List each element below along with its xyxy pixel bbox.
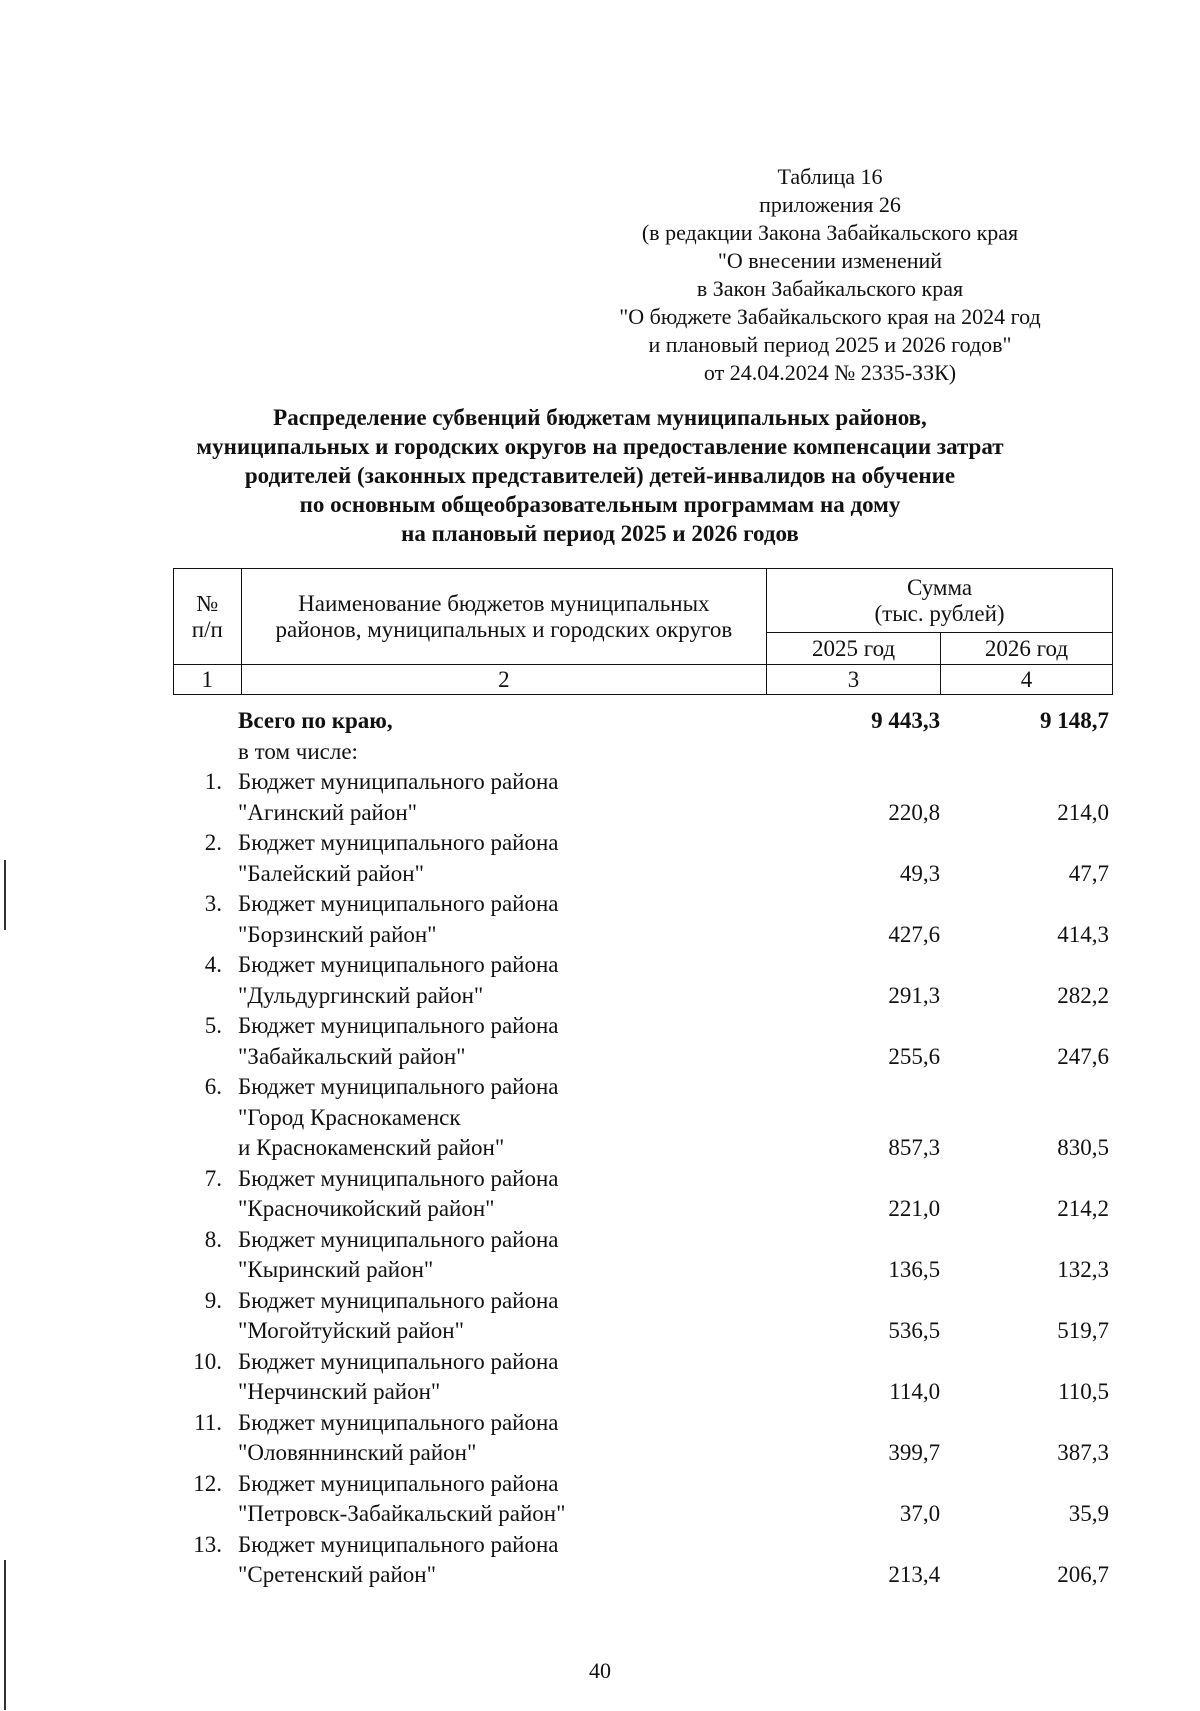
row-value-2026: 214,2 xyxy=(1057,1196,1109,1221)
table-header xyxy=(173,568,1113,695)
table-row xyxy=(173,889,1113,950)
total-subrow xyxy=(173,737,1113,768)
column-header-number xyxy=(174,569,242,665)
row-name-line: "Нерчинский район" xyxy=(238,1379,441,1404)
total-label: Всего по краю, xyxy=(238,708,393,733)
row-name xyxy=(234,1225,773,1286)
row-name-line: "Кыринский район" xyxy=(238,1257,434,1282)
row-name-line: Бюджет муниципального района xyxy=(238,1470,559,1496)
row-value-2026: 214,0 xyxy=(1057,799,1109,825)
column-header-sum xyxy=(767,569,1113,633)
row-value-2025: 857,3 xyxy=(888,1135,941,1160)
row-name xyxy=(234,1469,773,1530)
row-name xyxy=(234,1408,773,1469)
column-header-2026: 2026 год xyxy=(941,633,1113,665)
row-name xyxy=(234,950,773,1011)
row-value-2025: 427,6 xyxy=(888,921,941,947)
header-line: приложения 26 xyxy=(759,192,901,217)
row-value-2026: 830,5 xyxy=(1057,1135,1109,1160)
row-name xyxy=(234,1072,773,1164)
row-name xyxy=(234,889,773,950)
row-name-line: "Оловяннинский район" xyxy=(238,1440,477,1465)
row-name-line: Бюджет муниципального района xyxy=(238,1226,559,1252)
row-name-line: и Краснокаменский район" xyxy=(238,1135,505,1160)
row-name-line: Бюджет муниципального района xyxy=(238,1074,559,1099)
row-value-2026: 35,9 xyxy=(1068,1501,1109,1526)
row-value-2025: 220,8 xyxy=(888,799,941,825)
row-number: 7. xyxy=(204,1165,223,1191)
row-number: 4. xyxy=(204,952,223,977)
row-name-line: Бюджет муниципального района xyxy=(238,1287,559,1313)
row-name-line: "Сретенский район" xyxy=(238,1562,437,1587)
table-row xyxy=(173,950,1113,1011)
row-name-line: Бюджет муниципального района xyxy=(238,952,559,977)
total-sublabel: в том числе: xyxy=(238,738,358,764)
row-name xyxy=(234,1164,773,1225)
page-number: 40 xyxy=(589,1658,611,1683)
row-number: 10. xyxy=(193,1348,223,1374)
table-row xyxy=(173,1225,1113,1286)
row-number: 5. xyxy=(204,1013,223,1038)
row-number: 12. xyxy=(193,1470,223,1496)
table-body xyxy=(173,706,1113,1591)
title-line: на плановый период 2025 и 2026 годов xyxy=(401,521,799,546)
row-name-line: "Петровск-Забайкальский район" xyxy=(238,1501,566,1526)
column-header-name-text: Наименование бюджетов муниципальных районов, муниципальных и городских округов xyxy=(275,590,733,642)
table-row xyxy=(173,1469,1113,1530)
column-index: 2 xyxy=(241,665,766,695)
row-name-line: Бюджет муниципального района xyxy=(238,1165,559,1191)
header-line: "О бюджете Забайкальского края на 2024 год xyxy=(619,304,1041,329)
row-value-2026: 110,5 xyxy=(1058,1379,1109,1404)
column-index: 4 xyxy=(941,665,1113,695)
row-value-2025: 136,5 xyxy=(888,1257,941,1282)
row-name-line: "Агинский район" xyxy=(238,799,418,825)
row-number: 11. xyxy=(194,1409,223,1435)
row-number: 8. xyxy=(204,1226,223,1252)
row-value-2025: 536,5 xyxy=(888,1318,941,1343)
row-name xyxy=(234,1530,773,1591)
row-value-2025: 291,3 xyxy=(888,982,941,1008)
header-line: от 24.04.2024 № 2335-ЗЗК) xyxy=(703,360,957,385)
row-value-2026: 47,7 xyxy=(1068,860,1109,886)
annex-header xyxy=(560,163,1100,387)
column-header-sum-text: Сумма (тыс. рублей) xyxy=(874,574,1005,626)
total-2026: 9 148,7 xyxy=(1040,708,1109,733)
total-2025: 9 443,3 xyxy=(871,708,941,733)
row-value-2026: 132,3 xyxy=(1057,1257,1109,1282)
table-row xyxy=(173,767,1113,828)
row-name xyxy=(234,828,773,889)
budget-table xyxy=(173,706,1113,1591)
row-name-line: "Могойтуйский район" xyxy=(238,1318,464,1343)
row-value-2026: 387,3 xyxy=(1057,1440,1109,1465)
row-name xyxy=(234,767,773,828)
row-value-2025: 221,0 xyxy=(888,1196,941,1221)
row-name-line: Бюджет муниципального района xyxy=(238,1013,559,1038)
scan-margin-line xyxy=(4,1560,6,1710)
document-title xyxy=(140,403,1060,548)
row-number: 13. xyxy=(193,1531,223,1557)
header-line: Таблица 16 xyxy=(777,164,883,189)
title-line: по основным общеобразовательным программам на дому xyxy=(299,492,901,517)
row-value-2025: 37,0 xyxy=(899,1501,941,1526)
row-value-2026: 414,3 xyxy=(1057,921,1109,947)
column-header-name xyxy=(241,569,766,665)
title-line: родителей (законных представителей) детей-инвалидов на обучение xyxy=(244,463,956,488)
row-name xyxy=(234,1347,773,1408)
row-value-2025: 49,3 xyxy=(899,860,941,886)
row-name-line: "Забайкальский район" xyxy=(238,1043,466,1069)
row-name-line: Бюджет муниципального района xyxy=(238,1409,559,1435)
table-row xyxy=(173,828,1113,889)
row-number: 9. xyxy=(204,1287,223,1313)
column-header-2025: 2025 год xyxy=(767,633,941,665)
table-row xyxy=(173,1286,1113,1347)
table-row xyxy=(173,1347,1113,1408)
row-number: 3. xyxy=(204,891,223,916)
row-name-line: "Балейский район" xyxy=(238,860,424,886)
row-name-line: Бюджет муниципального района xyxy=(238,891,559,916)
table-row xyxy=(173,1408,1113,1469)
row-value-2026: 519,7 xyxy=(1057,1318,1109,1343)
row-name-line: Бюджет муниципального района xyxy=(238,769,559,794)
row-value-2025: 255,6 xyxy=(888,1043,941,1069)
table-row xyxy=(173,1072,1113,1164)
column-index: 3 xyxy=(767,665,941,695)
row-number: 2. xyxy=(204,830,223,855)
row-name-line: "Дульдургинский район" xyxy=(238,982,484,1008)
row-name-line: Бюджет муниципального района xyxy=(238,1348,559,1374)
row-name-line: "Борзинский район" xyxy=(238,921,437,947)
row-value-2025: 114,0 xyxy=(889,1379,941,1404)
row-value-2026: 206,7 xyxy=(1057,1562,1109,1587)
title-line: муниципальных и городских округов на предоставление компенсации затрат xyxy=(196,434,1004,459)
row-name-line: "Красночикойский район" xyxy=(238,1196,495,1221)
row-value-2025: 399,7 xyxy=(888,1440,941,1465)
row-name xyxy=(234,1286,773,1347)
header-line: (в редакции Закона Забайкальского края xyxy=(641,220,1019,245)
row-number: 1. xyxy=(204,769,223,794)
table-row xyxy=(173,1164,1113,1225)
column-index: 1 xyxy=(174,665,242,695)
row-name xyxy=(234,1011,773,1072)
header-line: "О внесении изменений xyxy=(717,248,943,273)
table-row xyxy=(173,1011,1113,1072)
row-name-line: Бюджет муниципального района xyxy=(238,1531,559,1557)
scan-margin-line xyxy=(4,860,6,930)
total-row xyxy=(173,706,1113,737)
column-header-number-text: № п/п xyxy=(191,590,223,642)
row-value-2026: 247,6 xyxy=(1057,1043,1109,1069)
row-name-line: "Город Краснокаменск xyxy=(238,1104,461,1130)
header-line: и плановый период 2025 и 2026 годов" xyxy=(648,332,1012,357)
title-line: Распределение субвенций бюджетам муниципальных районов, xyxy=(273,405,927,430)
row-name-line: Бюджет муниципального района xyxy=(238,830,559,855)
table-row xyxy=(173,1530,1113,1591)
header-line: в Закон Забайкальского края xyxy=(696,276,964,301)
row-value-2025: 213,4 xyxy=(888,1562,941,1587)
row-number: 6. xyxy=(204,1074,223,1099)
row-value-2026: 282,2 xyxy=(1057,982,1109,1008)
